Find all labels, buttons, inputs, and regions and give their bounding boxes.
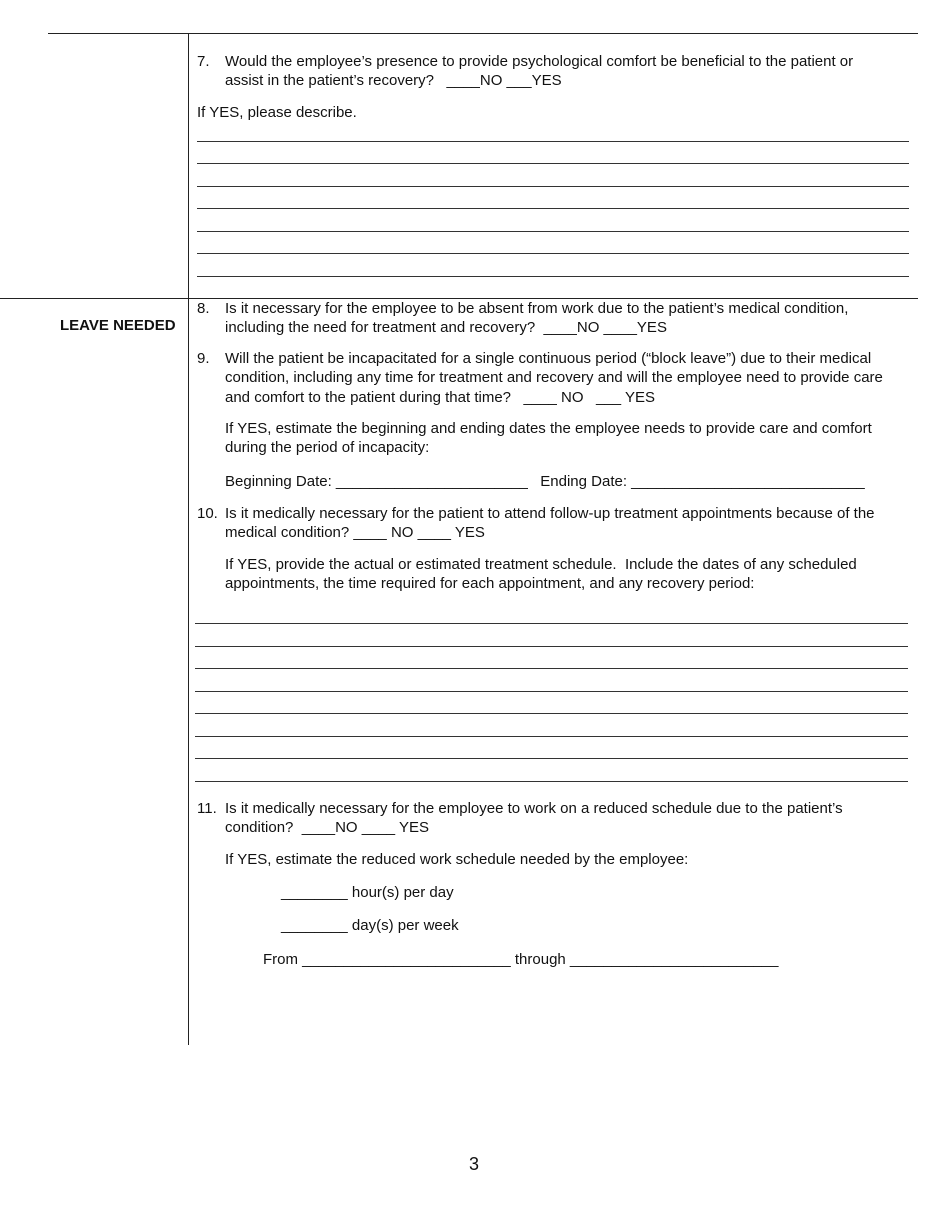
q9-if-yes-line1: If YES, estimate the beginning and ending dates the employee needs to provide care and comfort (225, 420, 872, 437)
answer-line[interactable] (197, 231, 909, 232)
answer-line[interactable] (195, 668, 908, 669)
q11-if-yes: If YES, estimate the reduced work schedule needed by the employee: (225, 851, 689, 868)
answer-line[interactable] (195, 781, 908, 782)
answer-line[interactable] (195, 736, 908, 737)
q7-text-line1: Would the employee’s presence to provide psychological comfort be beneficial to the patient or (225, 53, 854, 70)
q10-text-line2: medical condition? ____ NO ____ YES (225, 524, 485, 541)
q7-describe-prompt: If YES, please describe. (197, 104, 357, 121)
q8-number: 8. (197, 300, 210, 317)
q10-text-line1: Is it medically necessary for the patient to attend follow-up treatment appointments because of the (225, 505, 875, 522)
page-number: 3 (469, 1154, 480, 1174)
q7-text-line2: assist in the patient’s recovery? ____NO ___YES (225, 72, 562, 89)
q10-number: 10. (197, 505, 218, 522)
q11-from-through-field[interactable]: From _________________________ through _________________________ (263, 951, 779, 968)
q9-if-yes-line2: during the period of incapacity: (225, 439, 430, 456)
q10-if-yes-line1: If YES, provide the actual or estimated treatment schedule. Include the dates of any scheduled (225, 556, 857, 573)
q9-text-line3: and comfort to the patient during that time? ____ NO ___ YES (225, 389, 655, 406)
answer-line[interactable] (195, 691, 908, 692)
q11-text-line2: condition? ____NO ____ YES (225, 819, 430, 836)
q9-text-line1: Will the patient be incapacitated for a single continuous period (“block leave”) due to their medical (225, 350, 872, 367)
answer-line[interactable] (197, 141, 909, 142)
q7-number: 7. (197, 53, 210, 70)
answer-line[interactable] (197, 253, 909, 254)
q9-number: 9. (197, 350, 210, 367)
q11-hours-field[interactable]: ________ hour(s) per day (281, 884, 454, 901)
answer-line[interactable] (197, 276, 909, 277)
answer-line[interactable] (195, 758, 908, 759)
answer-line[interactable] (197, 186, 909, 187)
q8-text-line2: including the need for treatment and recovery? ____NO ____YES (225, 319, 667, 336)
q9-text-line2: condition, including any time for treatment and recovery and will the employee need to provide care (225, 369, 883, 386)
q10-if-yes-line2: appointments, the time required for each appointment, and any recovery period: (225, 575, 755, 592)
q11-days-field[interactable]: ________ day(s) per week (281, 917, 459, 934)
q9-dates-field[interactable]: Beginning Date: _______________________ Ending Date: ____________________________ (225, 473, 865, 490)
answer-line[interactable] (195, 623, 908, 624)
column-divider (188, 33, 189, 1045)
top-border (48, 33, 918, 34)
answer-line[interactable] (195, 713, 908, 714)
answer-line[interactable] (195, 646, 908, 647)
q11-text-line1: Is it medically necessary for the employee to work on a reduced schedule due to the patient’s (225, 800, 843, 817)
q11-number: 11. (197, 800, 217, 817)
q8-text-line1: Is it necessary for the employee to be absent from work due to the patient’s medical condition, (225, 300, 849, 317)
answer-line[interactable] (197, 208, 909, 209)
section-label-leave-needed: LEAVE NEEDED (60, 317, 176, 334)
answer-line[interactable] (197, 163, 909, 164)
